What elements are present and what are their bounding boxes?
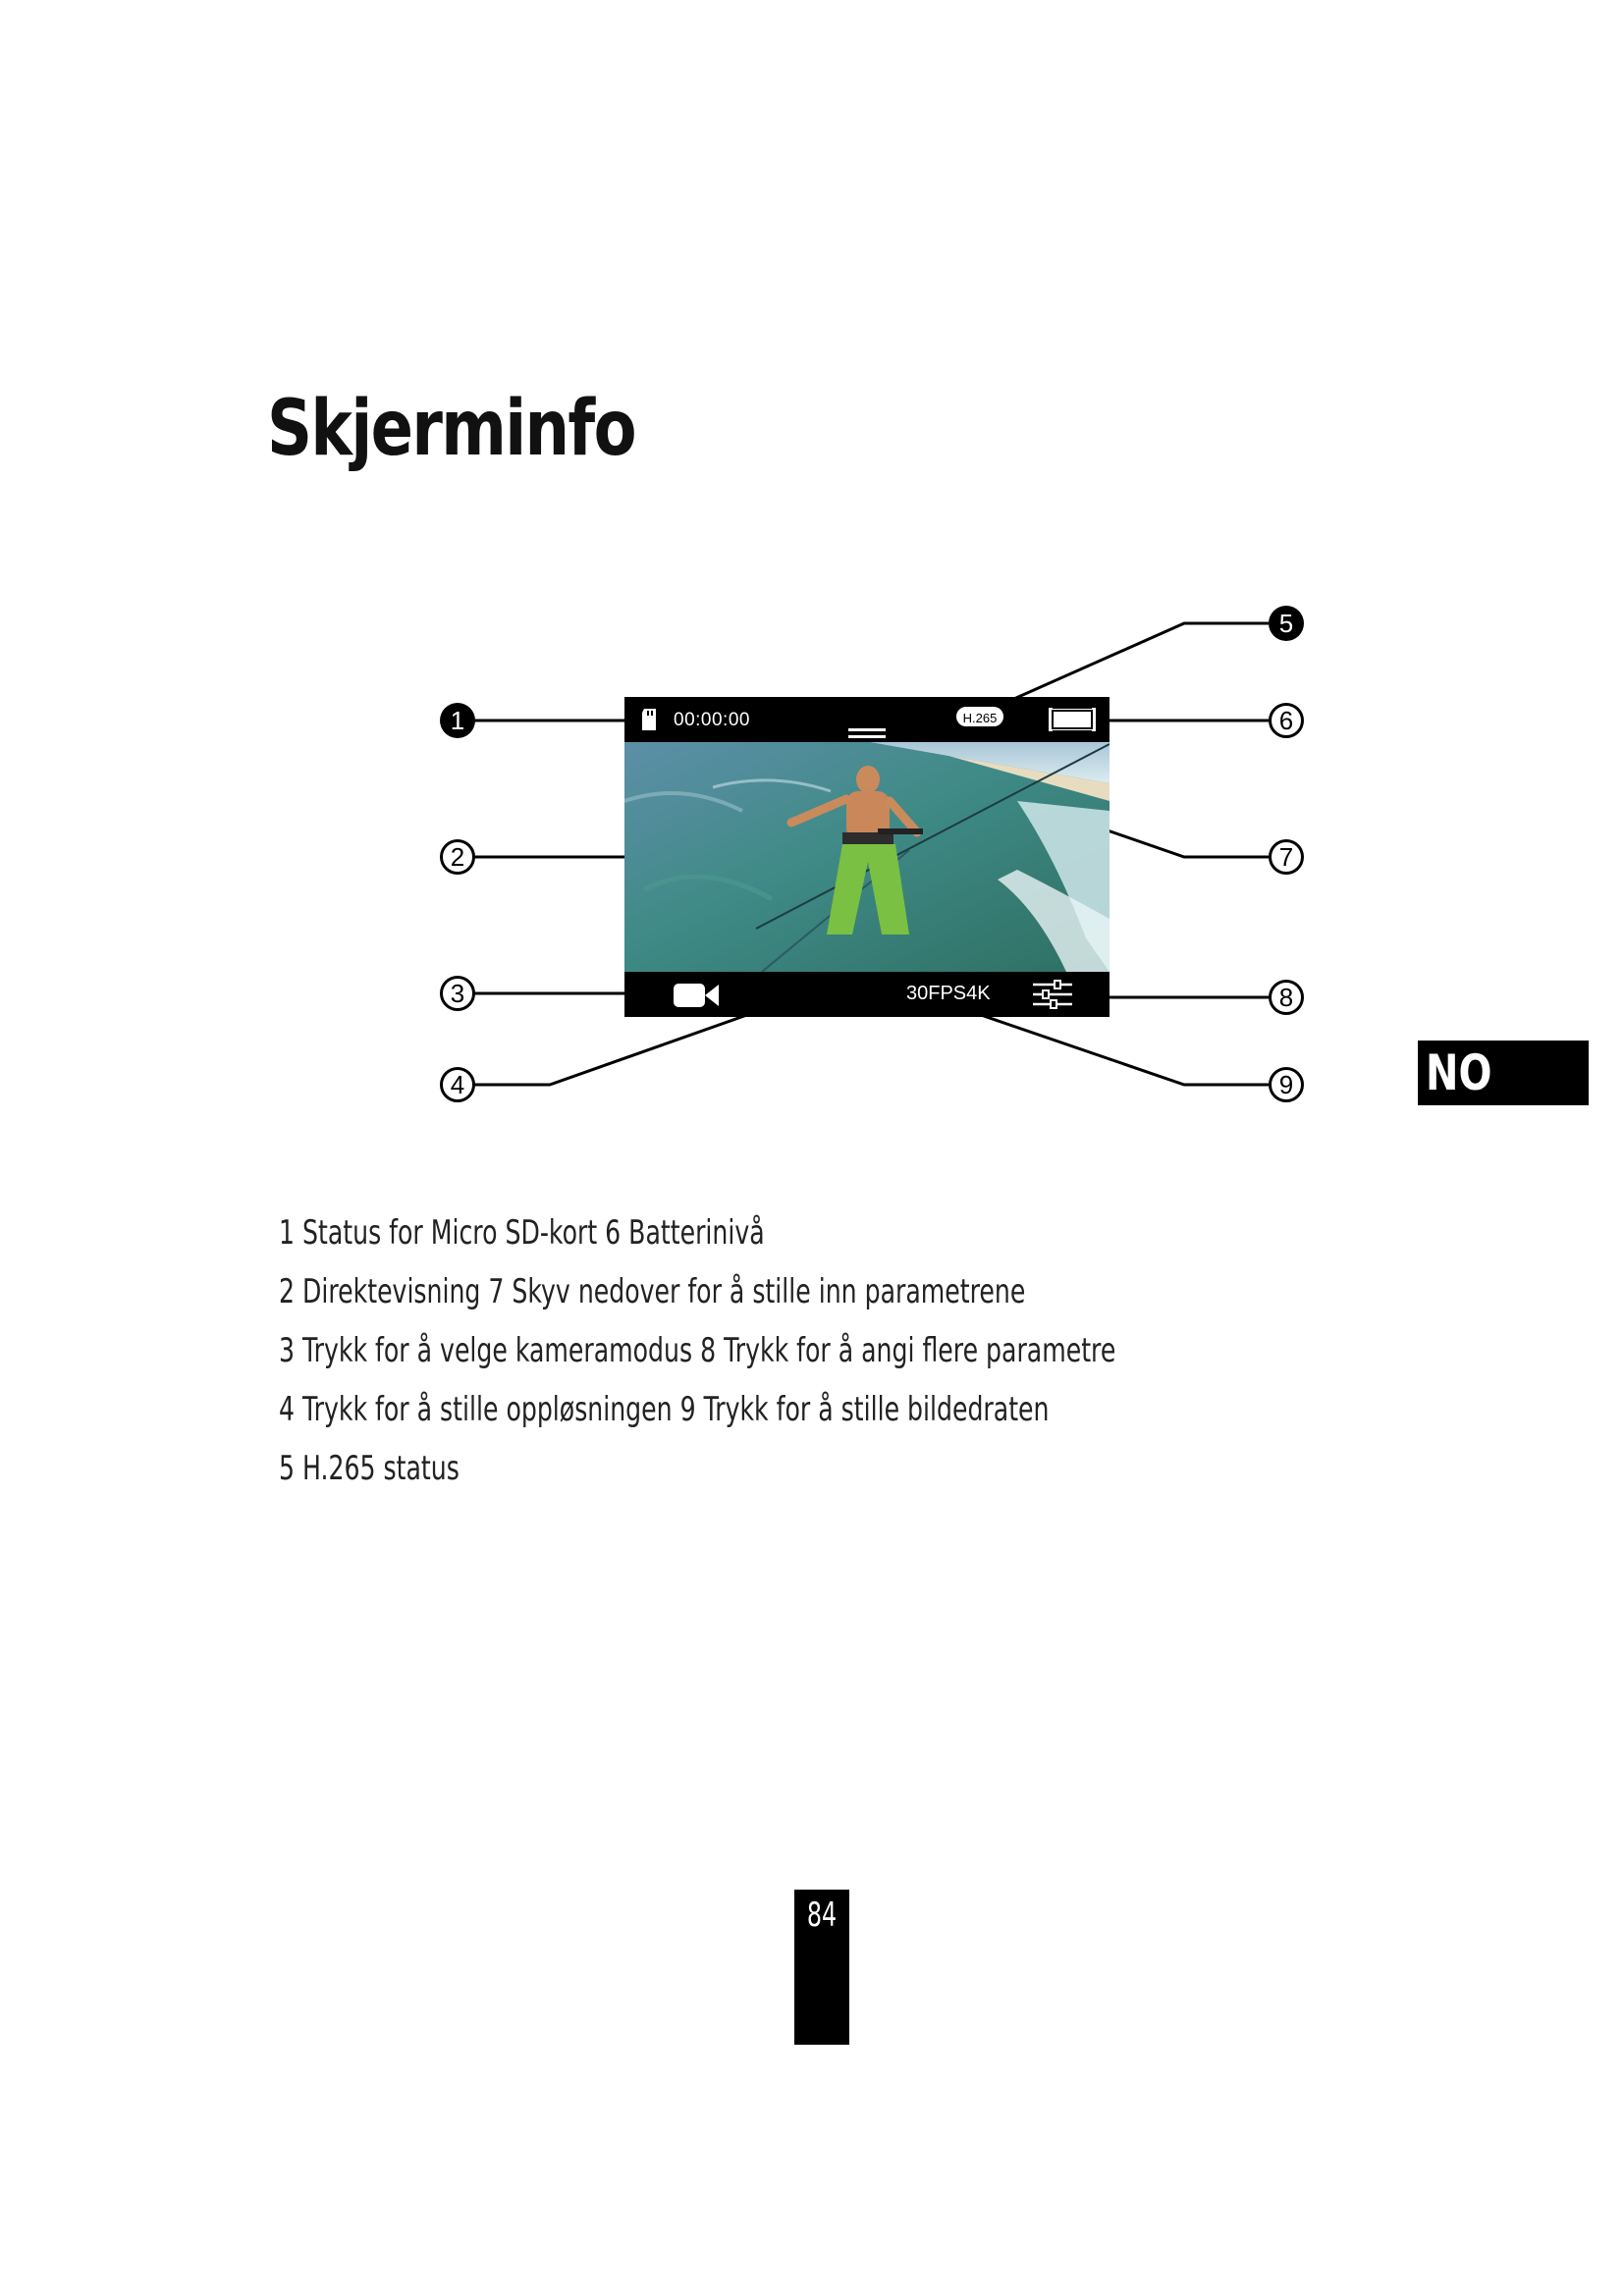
legend-line: 4 Trykk for å stille oppløsningen 9 Trykk for å stille bildedraten [279,1390,1050,1429]
legend-list [279,1203,1410,1498]
live-preview[interactable] [624,742,1110,972]
h265-status-badge: H.265 [956,707,1003,726]
legend-line: 1 Status for Micro SD-kort 6 Batterinivå [279,1213,765,1253]
callout-6: 6 [1269,703,1304,738]
screen-bottom-bar [624,972,1110,1017]
resolution-framerate-label[interactable]: 30FPS4K [906,983,991,1004]
leader-line-5 [992,623,1269,709]
sd-card-icon [642,709,658,730]
callout-8: 8 [1269,980,1304,1015]
callout-1: 1 [440,703,475,738]
screen-top-bar [624,697,1110,742]
leader-line-7 [1108,830,1269,857]
leader-line-9 [952,1005,1269,1085]
callout-2: 2 [440,839,475,875]
page-number-tab [794,1890,849,2045]
callout-3: 3 [440,976,475,1011]
legend-line: 3 Trykk for å velge kameramodus 8 Trykk for å angi flere parametre [279,1331,1116,1370]
page-title: Skjerminfo [267,385,635,473]
kitesurfer-preview-image [624,742,1110,972]
legend-line: 5 H.265 status [279,1449,460,1488]
language-tab-label: NO [1426,1044,1492,1101]
camera-screen [624,697,1110,1017]
swipe-down-icon[interactable] [848,726,886,740]
recording-timer: 00:00:00 [674,710,750,730]
callout-5: 5 [1269,606,1304,641]
callout-7: 7 [1269,839,1304,875]
settings-sliders-icon[interactable] [1031,980,1074,1009]
legend-line: 2 Direktevisning 7 Skyv nedover for å stille inn parametrene [279,1272,1026,1311]
battery-icon [1049,708,1096,731]
callout-9: 9 [1269,1067,1304,1102]
page-number: 84 [806,1896,838,1935]
callout-4: 4 [440,1067,475,1102]
video-camera-icon[interactable] [674,983,719,1008]
